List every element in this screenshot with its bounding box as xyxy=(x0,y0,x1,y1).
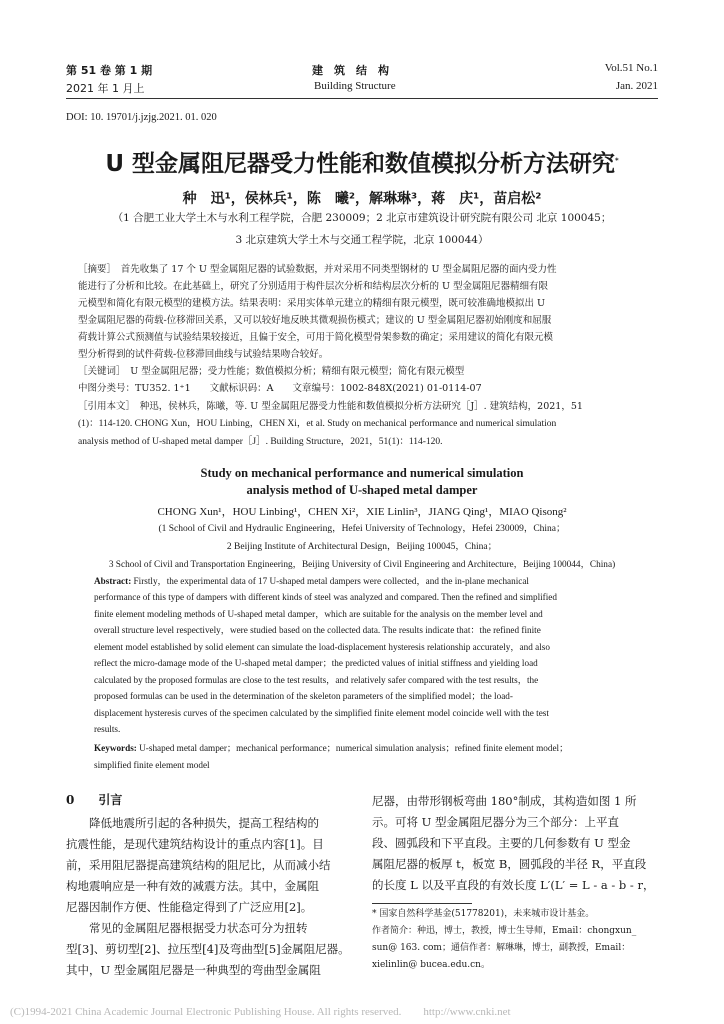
header-volume: 第 51 卷 第 1 期 xyxy=(66,64,153,77)
title-en-line: analysis method of U-shaped metal damper xyxy=(246,483,478,497)
abstract-en-line: displacement hysteresis curves of the specimen calculated by the simplified finite element model coincide well with the test xyxy=(94,708,549,718)
body-right-line: 属阻尼器的板厚 t，板宽 B，圆弧段的半径 R，平直段 xyxy=(372,857,647,871)
body-left-line: 抗震性能，是现代建筑结构设计的重点内容[1]。目 xyxy=(66,837,324,851)
body-left-line: 型[3]、剪切型[2]、拉压型[4]及弯曲型[5]金属阻尼器。 xyxy=(66,942,350,956)
header-date-en: Jan. 2021 xyxy=(615,80,658,92)
header-journal-en: Building Structure xyxy=(314,80,396,92)
abstract-en-line: reflect the micro-damage mode of the U-shaped metal damper；the predicted values of initial stiffness and yielding load xyxy=(94,658,538,668)
abstract-cn-line: 能进行了分析和比较。在此基础上，研究了分别适用于构件层次分析和结构层次分析的 U 型金属阻尼器精细有限 xyxy=(78,281,549,292)
keywords-en-line: simplified finite element model xyxy=(94,760,210,770)
section-heading: 0 引言 xyxy=(66,793,123,807)
authors-en: CHONG Xun¹，HOU Linbing¹，CHEN Xi²，XIE Linlin³，JIANG Qing¹，MIAO Qisong² xyxy=(157,506,567,518)
header-journal-cn: 建 筑 结 构 xyxy=(312,64,389,77)
body-right-line: 段、圆弧段和下平直段。主要的几何参数有 U 型金 xyxy=(372,836,631,850)
title-text: U 型金属阻尼器受力性能和数值模拟分析方法研究 xyxy=(105,151,615,177)
abstract-en-line: finite element modeling methods of U-shaped metal damper，which are suitable for the analysis on the member level and xyxy=(94,609,543,619)
affiliation-en-3: 3 School of Civil and Transportation Engineering，Beijing University of Civil Engineering and Architecture，Beijing 100044，China) xyxy=(108,560,616,570)
citation-line: analysis method of U-shaped metal damper［J］. Building Structure，2021，51(1)：114-120. xyxy=(78,437,443,447)
doi: DOI: 10. 19701/j.jzjg.2021. 01. 020 xyxy=(66,112,217,123)
keywords-cn: ［关键词］ U 型金属阻尼器；受力性能；数值模拟分析；精细有限元模型；简化有限元模型 xyxy=(78,366,465,377)
abstract-en-line xyxy=(94,573,658,589)
abstract-cn-line: 荷载计算公式预测值与试验结果较接近，且偏于安全，可用于简化模型骨架参数的确定；采用建议的简化有限元模 xyxy=(78,332,554,343)
abstract-en-text: Firstly，the experimental data of 17 U-shaped metal dampers were collected，and the in-plane mechanical xyxy=(131,576,529,586)
body-left-line: 前，采用阻尼器提高建筑结构的阻尼比，从而减小结 xyxy=(66,858,331,872)
keywords-en-label: Keywords: xyxy=(94,743,137,753)
footnote-rule xyxy=(372,903,472,904)
abstract-cn-line: 元模型和简化有限元模型的建模方法。结果表明：采用实体单元建立的精细有限元模型，既可较准确地模拟出 U xyxy=(78,298,546,309)
abstract-en-line: overall structure level respectively，were studied based on the collected data. The results indicate that：the refined finite xyxy=(94,625,541,635)
keywords-en-text: U-shaped metal damper；mechanical performance；numerical simulation analysis；refined finite element model； xyxy=(136,743,569,753)
abstract-en-line: calculated by the proposed formulas are close to the test results，and relatively safer compared with the test results，the xyxy=(94,675,539,685)
keywords-en-line xyxy=(94,740,658,756)
title-footnote-mark: * xyxy=(615,156,619,165)
abstract-cn-line: 型分析得到的试件荷载-位移滞回曲线与试验结果吻合较好。 xyxy=(78,349,329,360)
header-date: 2021 年 1 月上 xyxy=(66,82,145,95)
abstract-cn-line: ［摘要］ 首先收集了 17 个 U 型金属阻尼器的试验数据，并对采用不同类型钢材的 U 型金属阻尼器的面内受力性 xyxy=(78,264,557,275)
abstract-en-line: results. xyxy=(94,724,121,734)
citation-line: ［引用本文］ 种迅，侯林兵，陈曦，等. U 型金属阻尼器受力性能和数值模拟分析方法研究［J］. 建筑结构，2021，51 xyxy=(78,401,583,412)
affiliation-en-2: 2 Beijing Institute of Architectural Design，Beijing 100045，China； xyxy=(226,542,498,552)
abstract-en-label: Abstract: xyxy=(94,576,132,586)
body-right-line: 尼器，由带形钢板弯曲 180°制成，其构造如图 1 所 xyxy=(372,794,637,808)
page-title xyxy=(0,145,724,178)
footnote-line: sun@ 163. com；通信作者：解琳琳，博士，副教授，Email： xyxy=(372,943,631,953)
classification-line: 中图分类号：TU352. 1⁺1 文献标识码：A 文章编号：1002-848X(2021) 01-0114-07 xyxy=(78,383,482,394)
body-right-line: 示。可将 U 型金属阻尼器分为三个部分：上平直 xyxy=(372,815,620,829)
footnote-line: xielinlin@ bucea.edu.cn。 xyxy=(372,960,490,970)
abstract-cn-line: 型金属阻尼器的荷载-位移滞回关系，又可以较好地反映其微观损伤模式；建议的 U 型金属阻尼器初始刚度和屈服 xyxy=(78,315,552,326)
abstract-en-line: performance of this type of dampers with different kinds of steel was analyzed and compared. Then the refined and simplified xyxy=(94,592,557,602)
affiliation-en-1: (1 School of Civil and Hydraulic Engineering，Hefei University of Technology，Hefei 230009，China； xyxy=(158,524,566,534)
body-left-line: 降低地震所引起的各种损失，提高工程结构的 xyxy=(66,816,319,830)
citation-line: (1)：114-120. CHONG Xun，HOU Linbing，CHEN Xi，et al. Study on mechanical performance and numerical simulation xyxy=(78,419,557,429)
body-left-line: 常见的金属阻尼器根据受力状态可分为扭转 xyxy=(66,921,308,935)
body-left-line: 构地震响应是一种有效的减震方法。其中，金属阻 xyxy=(66,879,319,893)
header-rule xyxy=(66,98,658,99)
authors-cn: 种 迅¹，侯林兵¹，陈 曦²，解琳琳³，蒋 庆¹，苗启松² xyxy=(182,191,542,207)
footnote-line: * 国家自然科学基金(51778201)，未来城市设计基金。 xyxy=(372,909,595,919)
footnote-line: 作者简介：种迅，博士，教授，博士生导师，Email：chongxun_ xyxy=(372,926,637,936)
header-vol-en: Vol.51 No.1 xyxy=(604,62,658,74)
abstract-en-line: proposed formulas can be used in the determination of the skeleton parameters of the simplified model；the load- xyxy=(94,691,513,701)
title-en-line: Study on mechanical performance and numerical simulation xyxy=(200,466,524,480)
cnki-watermark: (C)1994-2021 China Academic Journal Electronic Publishing House. All rights reserved. http://www.cnki.net xyxy=(10,1006,511,1018)
body-left-line: 其中，U 型金属阻尼器是一种典型的弯曲型金属阻 xyxy=(66,963,321,977)
body-left-line: 尼器因制作方便、性能稳定得到了广泛应用[2]。 xyxy=(66,900,313,914)
body-right-line: 的长度 L 以及平直段的有效长度 L′(L′ = L - a - b - r， xyxy=(372,878,655,892)
affiliation-cn-2: 3 北京建筑大学土木与交通工程学院，北京 100044） xyxy=(235,234,489,246)
abstract-en-line: element model established by solid element can simulate the load-displacement hysteresis relationship accurately，and also xyxy=(94,642,550,652)
affiliation-cn-1: （1 合肥工业大学土木与水利工程学院，合肥 230009；2 北京市建筑设计研究院有限公司 北京 100045； xyxy=(112,212,612,224)
